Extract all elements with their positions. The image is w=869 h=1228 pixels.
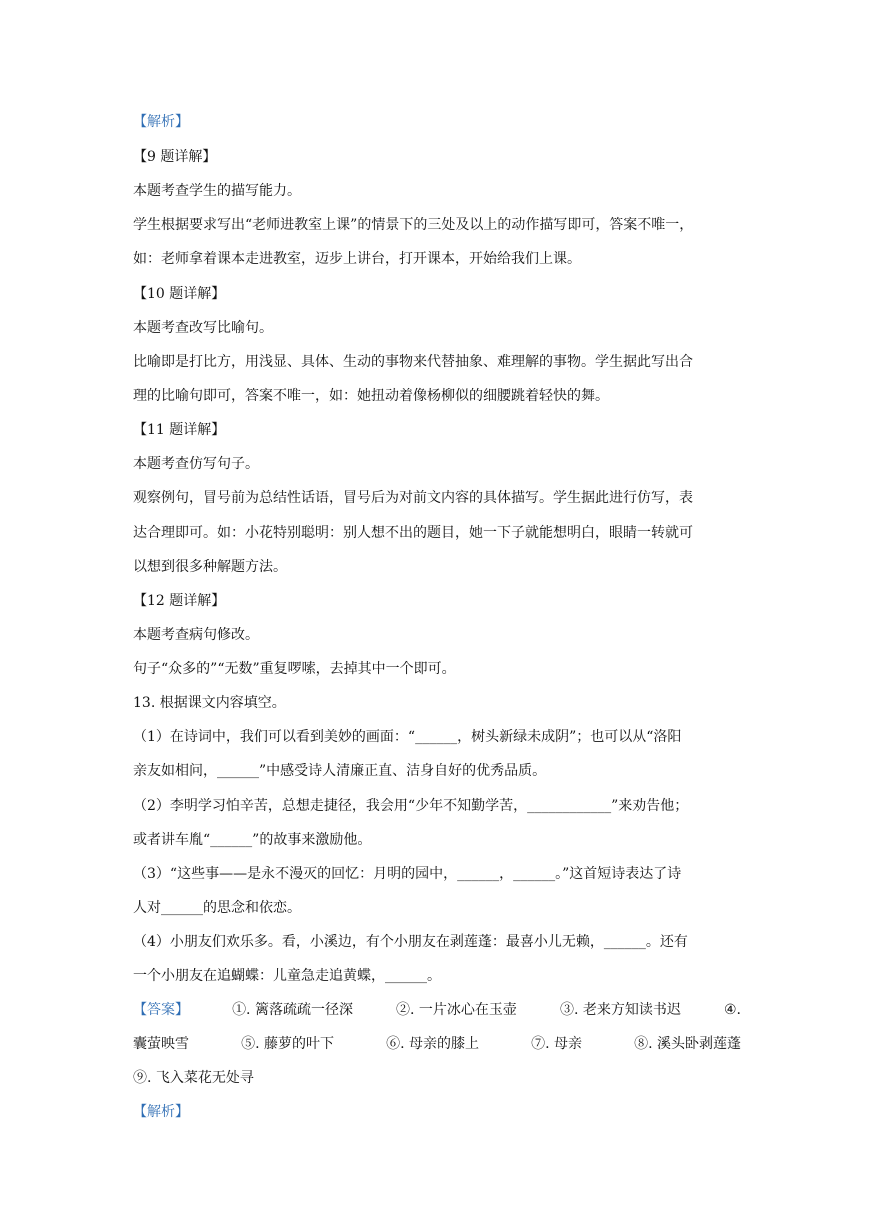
- answer-item: ⑦. 母亲: [531, 1036, 582, 1052]
- q13-part3-line2: 人对______的思念和依恋。: [133, 900, 301, 916]
- q13-title: 13. 根据课文内容填空。: [133, 695, 286, 711]
- q10-text-1: 本题考查改写比喻句。: [133, 320, 273, 336]
- q11-heading: 【11 题详解】: [133, 422, 226, 438]
- q13-part4-line2: 一个小朋友在追蝴蝶：儿童急走追黄蝶，______。: [133, 968, 441, 984]
- q13-part1-line1: （1）在诗词中，我们可以看到美妙的画面：“______，树头新绿未成阴”；也可以从“洛阳: [133, 729, 682, 745]
- analysis-heading-2: 【解析】: [133, 1104, 189, 1120]
- q10-heading: 【10 题详解】: [133, 286, 226, 302]
- answer-item: ③. 老来方知读书迟: [560, 1002, 681, 1018]
- answer-item: ⑧. 溪头卧剥莲蓬: [634, 1036, 741, 1052]
- q10-text-3: 理的比喻句即可，答案不唯一，如：她扭动着像杨柳似的细腰跳着轻快的舞。: [133, 388, 609, 404]
- q9-text-2: 学生根据要求写出“老师进教室上课”的情景下的三处及以上的动作描写即可，答案不唯一，: [133, 217, 694, 233]
- q10-text-2: 比喻即是打比方，用浅显、具体、生动的事物来代替抽象、难理解的事物。学生据此写出合: [133, 354, 693, 370]
- answer-item: ④.: [723, 1002, 741, 1018]
- q9-text-3: 如：老师拿着课本走进教室，迈步上讲台，打开课本，开始给我们上课。: [133, 251, 581, 267]
- answer-row-3: ⑨. 飞入菜花无处寻: [133, 1070, 254, 1086]
- q11-text-3: 达合理即可。如：小花特别聪明：别人想不出的题目，她一下子就能想明白，眼睛一转就可: [133, 525, 693, 541]
- answer-row-2: [133, 1034, 741, 1054]
- q11-text-4: 以想到很多种解题方法。: [133, 559, 287, 575]
- answer-item: ⑥. 母亲的膝上: [386, 1036, 479, 1052]
- answer-label: 【答案】: [133, 1002, 189, 1018]
- q12-heading: 【12 题详解】: [133, 593, 226, 609]
- q9-heading: 【9 题详解】: [133, 149, 217, 165]
- answer-item: ①. 篱落疏疏一径深: [232, 1002, 353, 1018]
- q11-text-2: 观察例句，冒号前为总结性话语，冒号后为对前文内容的具体描写。学生据此进行仿写，表: [133, 490, 693, 506]
- q12-text-1: 本题考查病句修改。: [133, 627, 259, 643]
- analysis-heading: 【解析】: [133, 114, 189, 130]
- q13-part4-line1: （4）小朋友们欢乐多。看，小溪边，有个小朋友在剥莲蓬：最喜小儿无赖，______。还有: [133, 934, 688, 950]
- answer-row-1: [133, 1000, 741, 1020]
- answer-item: 囊萤映雪: [133, 1036, 189, 1052]
- answer-item: ⑤. 藤萝的叶下: [241, 1036, 334, 1052]
- q13-part3-line1: （3）“这些事——是永不漫灭的回忆：月明的园中，______，______。”这首短诗表达了诗: [133, 866, 682, 882]
- q9-text-1: 本题考查学生的描写能力。: [133, 183, 301, 199]
- answer-item: ②. 一片冰心在玉壶: [396, 1002, 517, 1018]
- q11-text-1: 本题考查仿写句子。: [133, 456, 259, 472]
- q12-text-2: 句子“众多的”“无数”重复啰嗦，去掉其中一个即可。: [133, 661, 456, 677]
- q13-part1-line2: 亲友如相问，______”中感受诗人清廉正直、洁身自好的优秀品质。: [133, 763, 547, 779]
- q13-part2-line2: 或者讲车胤“______”的故事来激励他。: [133, 832, 372, 848]
- q13-part2-line1: （2）李明学习怕辛苦，总想走捷径，我会用“少年不知勤学苦，____________”来劝告他；: [133, 798, 689, 814]
